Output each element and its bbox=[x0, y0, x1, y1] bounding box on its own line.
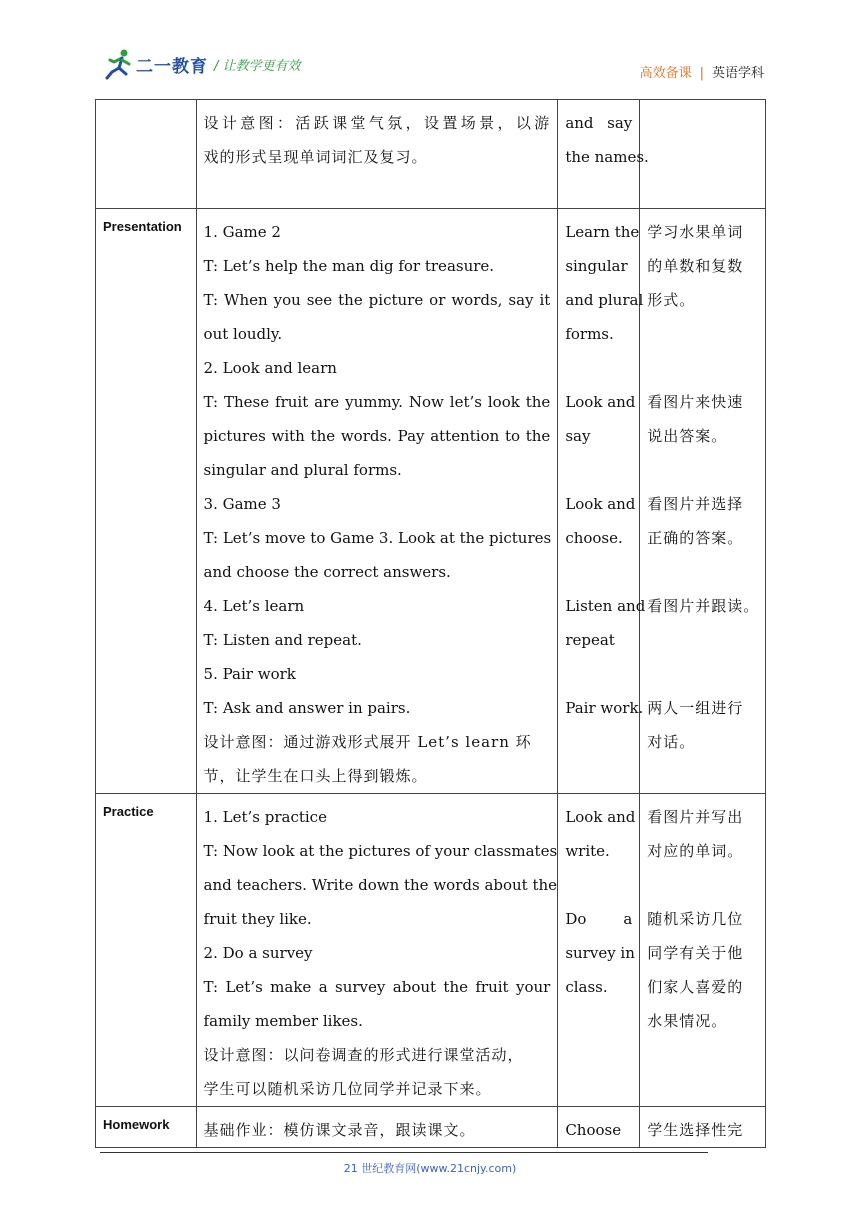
cell-line: 基础作业：模仿课文录音，跟读课文。 bbox=[203, 1121, 476, 1139]
procedure-cell bbox=[196, 1107, 558, 1148]
cell-line: and plural bbox=[565, 291, 644, 309]
activity-cell bbox=[558, 100, 649, 209]
cell-line: T: When you see the picture or words, say it bbox=[203, 291, 551, 309]
running-figure-icon bbox=[104, 48, 134, 80]
procedure-cell bbox=[196, 209, 558, 794]
cell-line bbox=[647, 174, 758, 208]
cell-line: T: These fruit are yummy. Now let’s look the bbox=[203, 393, 551, 411]
cell-line: Listen and bbox=[565, 597, 646, 615]
cell-line bbox=[565, 453, 632, 487]
cell-line bbox=[565, 868, 632, 902]
header-separator: | bbox=[699, 66, 704, 81]
intent-cell bbox=[640, 209, 766, 794]
cell-line: and teachers. Write down the words about the bbox=[203, 876, 558, 894]
cell-line bbox=[647, 555, 758, 589]
intent-cell bbox=[640, 794, 766, 1107]
cell-line: choose. bbox=[565, 529, 623, 547]
cell-line: the names. bbox=[565, 148, 649, 166]
intent-cell bbox=[640, 100, 766, 209]
cell-line: 对应的单词。 bbox=[647, 842, 744, 860]
cell-line: singular bbox=[565, 257, 628, 275]
header-subject: 英语学科 bbox=[711, 66, 764, 81]
cell-line: 1. Game 2 bbox=[203, 223, 281, 241]
footer-divider bbox=[100, 1152, 708, 1153]
table-row bbox=[96, 1107, 766, 1148]
cell-line: say bbox=[565, 427, 591, 445]
header-right bbox=[640, 62, 764, 81]
activity-cell bbox=[558, 209, 646, 794]
stage-cell bbox=[96, 1107, 197, 1148]
cell-line: 3. Game 3 bbox=[203, 495, 281, 513]
cell-line: T: Ask and answer in pairs. bbox=[203, 699, 411, 717]
cell-line bbox=[647, 759, 758, 793]
cell-line: 同学有关于他 bbox=[647, 944, 744, 962]
cell-line: Do a bbox=[565, 910, 633, 928]
cell-line bbox=[647, 623, 758, 657]
cell-line bbox=[647, 1072, 758, 1106]
cell-line bbox=[565, 1038, 632, 1072]
lesson-plan-table bbox=[95, 99, 766, 1148]
intent-cell bbox=[640, 1107, 766, 1148]
cell-line: out loudly. bbox=[203, 325, 283, 343]
cell-line: 看图片并跟读。 bbox=[647, 597, 760, 615]
cell-line: and choose the correct answers. bbox=[203, 563, 451, 581]
cell-line: 设计意图：通过游戏形式展开 Let’s learn 环 bbox=[203, 733, 532, 751]
cell-line bbox=[565, 759, 632, 793]
cell-line bbox=[565, 1004, 632, 1038]
stage-cell bbox=[96, 100, 197, 209]
cell-line: Choose bbox=[565, 1121, 622, 1139]
procedure-cell bbox=[196, 794, 558, 1107]
cell-line: forms. bbox=[565, 325, 614, 343]
cell-line: 学生可以随机采访几位同学并记录下来。 bbox=[203, 1080, 492, 1098]
cell-line: 节，让学生在口头上得到锻炼。 bbox=[203, 767, 428, 785]
table-row bbox=[96, 100, 766, 209]
cell-line: 说出答案。 bbox=[647, 427, 728, 445]
brand-slogan: / 让教学更有效 bbox=[214, 58, 301, 74]
cell-line bbox=[647, 868, 758, 902]
cell-line: 2. Look and learn bbox=[203, 359, 337, 377]
stage-cell bbox=[96, 209, 197, 794]
cell-line bbox=[565, 725, 632, 759]
cell-line bbox=[565, 555, 632, 589]
cell-line: class. bbox=[565, 978, 608, 996]
cell-line: Learn the bbox=[565, 223, 640, 241]
cell-line bbox=[647, 140, 758, 174]
stage-label: Presentation bbox=[103, 219, 182, 234]
cell-line bbox=[647, 317, 758, 351]
cell-line: 设计意图：以问卷调查的形式进行课堂活动， bbox=[203, 1046, 524, 1064]
table-row bbox=[96, 794, 766, 1107]
cell-line: 对话。 bbox=[647, 733, 696, 751]
cell-line bbox=[565, 657, 632, 691]
cell-line: 设计意图：活跃课堂气氛，设置场景，以游 bbox=[203, 114, 551, 132]
brand-name: 二一教育 bbox=[136, 56, 208, 77]
cell-line: 看图片来快速 bbox=[647, 393, 744, 411]
cell-line bbox=[647, 657, 758, 691]
activity-cell bbox=[558, 1107, 640, 1148]
header-tag: 高效备课 bbox=[639, 66, 692, 81]
cell-line: Look and bbox=[565, 495, 636, 513]
cell-line: Look and bbox=[565, 393, 636, 411]
cell-line: 看图片并写出 bbox=[647, 808, 744, 826]
cell-line: 看图片并选择 bbox=[647, 495, 744, 513]
cell-line: singular and plural forms. bbox=[203, 461, 402, 479]
cell-line bbox=[204, 174, 551, 208]
cell-line: pictures with the words. Pay attention to the bbox=[203, 427, 551, 445]
cell-line: 的单数和复数 bbox=[647, 257, 744, 275]
cell-line: Pair work. bbox=[565, 699, 644, 717]
cell-line: repeat bbox=[565, 631, 615, 649]
procedure-cell bbox=[196, 100, 558, 209]
cell-line: 正确的答案。 bbox=[647, 529, 744, 547]
stage-label: Practice bbox=[103, 804, 154, 819]
brand-logo bbox=[104, 48, 301, 80]
cell-line: family member likes. bbox=[203, 1012, 363, 1030]
cell-line bbox=[647, 1038, 758, 1072]
cell-line: 学习水果单词 bbox=[647, 223, 744, 241]
cell-line: Look and bbox=[565, 808, 636, 826]
cell-line bbox=[647, 453, 758, 487]
stage-cell bbox=[96, 794, 197, 1107]
cell-line bbox=[565, 174, 632, 208]
cell-line: and say bbox=[565, 114, 633, 132]
cell-line: 学生选择性完 bbox=[647, 1121, 744, 1139]
cell-line bbox=[647, 351, 758, 385]
page-header bbox=[100, 48, 768, 88]
cell-line: 4. Let’s learn bbox=[203, 597, 305, 615]
stage-label: Homework bbox=[103, 1117, 170, 1132]
table-row bbox=[96, 209, 766, 794]
cell-line: T: Let’s make a survey about the fruit your bbox=[203, 978, 551, 996]
cell-line: 随机采访几位 bbox=[647, 910, 744, 928]
cell-line: 戏的形式呈现单词词汇及复习。 bbox=[203, 148, 428, 166]
cell-line: 1. Let’s practice bbox=[203, 808, 327, 826]
cell-line: 2. Do a survey bbox=[203, 944, 313, 962]
cell-line: T: Listen and repeat. bbox=[203, 631, 362, 649]
cell-line: T: Let’s move to Game 3. Look at the pictures bbox=[203, 529, 552, 547]
page-footer: 21 世纪教育网(www.21cnjy.com) bbox=[343, 1162, 517, 1175]
cell-line: T: Now look at the pictures of your classmates bbox=[203, 842, 558, 860]
cell-line: T: Let’s help the man dig for treasure. bbox=[203, 257, 495, 275]
cell-line: 们家人喜爱的 bbox=[647, 978, 744, 996]
cell-line bbox=[647, 106, 758, 140]
cell-line: survey in bbox=[565, 944, 635, 962]
cell-line: write. bbox=[565, 842, 610, 860]
cell-line: 水果情况。 bbox=[647, 1012, 728, 1030]
cell-line bbox=[565, 351, 632, 385]
cell-line: fruit they like. bbox=[203, 910, 312, 928]
cell-line: 两人一组进行 bbox=[647, 699, 744, 717]
cell-line: 形式。 bbox=[647, 291, 696, 309]
activity-cell bbox=[558, 794, 640, 1107]
cell-line: 5. Pair work bbox=[203, 665, 296, 683]
cell-line bbox=[565, 1072, 632, 1106]
